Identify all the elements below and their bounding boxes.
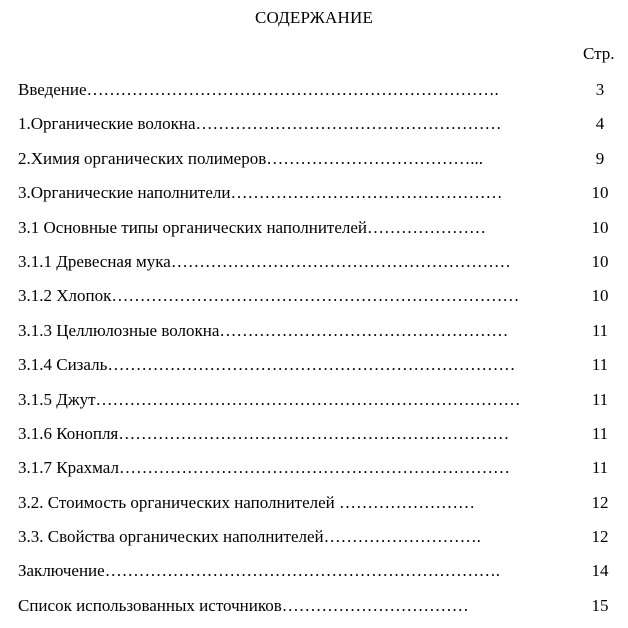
toc-row	[18, 78, 618, 112]
toc-page-number: 11	[591, 355, 609, 375]
toc-entry: 3.1.6 Конопля……………………………………………………………	[18, 423, 510, 443]
toc-page-number: 9	[595, 148, 605, 168]
toc-page-number: 10	[591, 286, 609, 306]
toc-page-number: 15	[591, 595, 609, 615]
toc-page-number: 11	[591, 320, 609, 340]
toc-row	[18, 284, 618, 318]
toc-entry: 3.1.4 Сизаль………………………………………………………………	[18, 355, 516, 375]
toc-row	[18, 491, 618, 525]
toc-entry: 3.3. Свойства органических наполнителей……………………….	[18, 527, 481, 547]
toc-row	[18, 422, 618, 456]
toc-row	[18, 147, 618, 181]
toc-entry: 3.1.2 Хлопок………………………………………………………………	[18, 286, 520, 306]
toc-row	[18, 456, 618, 490]
toc-row	[18, 112, 618, 146]
toc-page-number: 11	[591, 423, 609, 443]
toc-row	[18, 559, 618, 593]
toc-page-number: 3	[595, 80, 605, 99]
toc-entry: 3.2. Стоимость органических наполнителей ……………………	[18, 492, 476, 512]
toc-entry: Заключение…………………………………………………………….	[18, 561, 500, 581]
toc-entry: 3.1.1 Древесная мука……………………………………………………	[18, 251, 511, 271]
toc-row	[18, 353, 618, 387]
toc-row	[18, 250, 618, 284]
toc-row	[18, 319, 618, 353]
toc-row	[18, 181, 618, 215]
toc-row	[18, 594, 618, 628]
page-title: СОДЕРЖАНИЕ	[254, 8, 374, 27]
toc-page-number: 12	[591, 492, 609, 512]
toc-entry: 1.Органические волокна………………………………………………	[18, 114, 502, 134]
toc-page-number: 11	[591, 389, 609, 409]
toc-entry: 3.1 Основные типы органических наполнителей…………………	[18, 217, 487, 237]
toc-row	[18, 216, 618, 250]
toc-page-number: 10	[591, 217, 609, 237]
toc-page-number: 11	[591, 458, 609, 478]
page-column-label: Стр.	[583, 44, 615, 63]
toc-page-number: 10	[591, 251, 609, 271]
toc-entry: 3.1.3 Целлюлозные волокна……………………………………………	[18, 320, 509, 340]
toc-page-number: 10	[591, 183, 609, 203]
toc-page-number: 4	[595, 114, 605, 134]
toc-entry: Список использованных источников……………………………	[18, 595, 469, 615]
toc-entry: 2.Химия органических полимеров………………………………...	[18, 148, 483, 168]
toc-entry: 3.1.7 Крахмал……………………………………………………………	[18, 458, 510, 478]
toc-entry: 3.1.5 Джут…………………………………………………………………	[18, 389, 521, 409]
toc-entry: Введение……………………………………………………………….	[18, 80, 499, 99]
toc-row	[18, 388, 618, 422]
toc-page-number: 14	[591, 561, 609, 581]
toc-row	[18, 525, 618, 559]
toc-entry: 3.Органические наполнители…………………………………………	[18, 183, 503, 203]
toc-page-number: 12	[591, 527, 609, 547]
table-of-contents	[18, 78, 618, 628]
